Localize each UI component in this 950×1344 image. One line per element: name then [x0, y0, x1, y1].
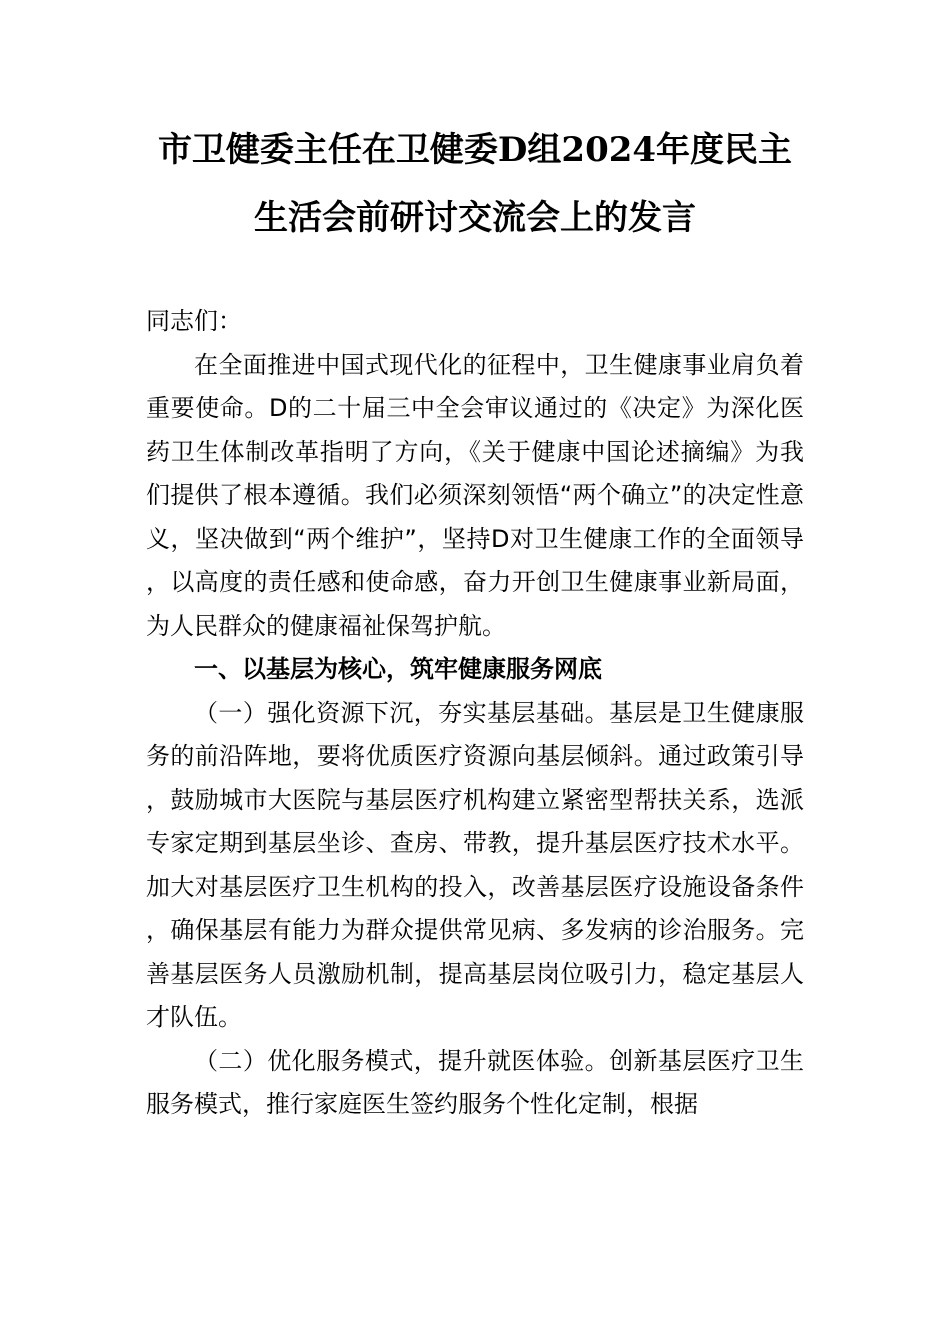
section-1-heading: 一、以基层为核心，筑牢健康服务网底: [194, 655, 602, 683]
document-title-line-2: 生活会前研讨交流会上的发言: [254, 198, 696, 238]
subsection-1-text: 基层是卫生健康服务的前沿阵地，要将优质医疗资源向基层倾斜。通过政策引导，鼓励城市大医院与基层医疗机构建立紧密型帮扶关系，选派专家定期到基层坐诊、查房、带教，提升基层医疗技术水平。加大对基层医疗卫生机构的投入，改善基层医疗设施设备条件，确保基层有能力为群众提供常见病、多发病的诊治服务。完善基层医务人员激励机制，提高基层岗位吸引力，稳定基层人才队伍。: [146, 698, 805, 1031]
document-title-line-1: 市卫健委主任在卫健委D组2024年度民主: [157, 130, 793, 170]
subsection-2-paragraph: [146, 1040, 804, 1127]
subsection-1-paragraph: [146, 692, 804, 1040]
intro-paragraph: 在全面推进中国式现代化的征程中，卫生健康事业肩负着重要使命。D的二十届三中全会审议通过的《决定》为深化医药卫生体制改革指明了方向，《关于健康中国论述摘编》为我们提供了根本遵循。我们必须深刻领悟“两个确立”的决定性意义，坚决做到“两个维护”，坚持D对卫生健康工作的全面领导，以高度的责任感和使命感，奋力开创卫生健康事业新局面，为人民群众的健康福祉保驾护航。: [146, 350, 804, 640]
subsection-2-lead: （二）优化服务模式，提升就医体验。: [194, 1046, 610, 1075]
subsection-1-lead: （一）强化资源下沉，夯实基层基础。: [194, 698, 610, 727]
document-body: [146, 300, 804, 1127]
subsection-2-text: 创新基层医疗卫生服务模式，推行家庭医生签约服务个性化定制，根据: [146, 1046, 805, 1118]
salutation: 同志们：: [146, 307, 242, 335]
